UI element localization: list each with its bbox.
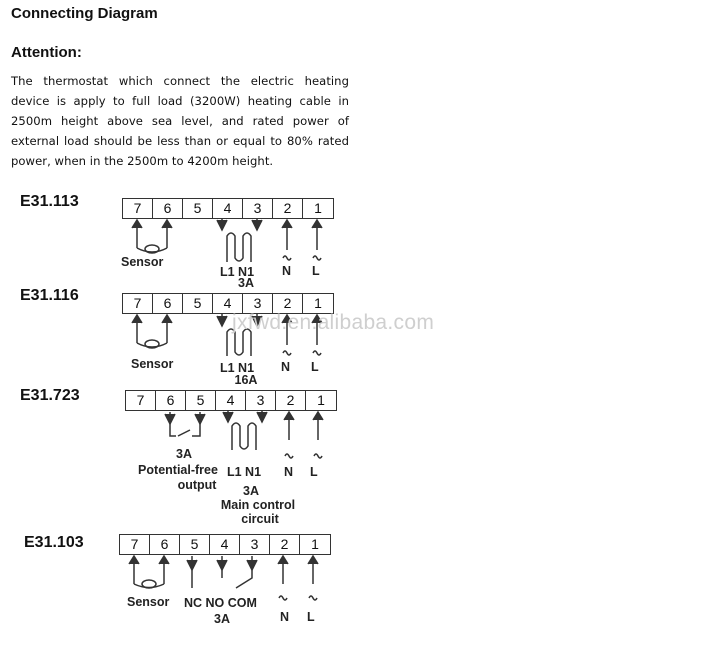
terminal-6: 6	[153, 199, 183, 218]
output-label: output	[177, 478, 217, 492]
relay-current-label: 3A	[176, 447, 192, 461]
terminal-2: 2	[273, 199, 303, 218]
terminal-6: 6	[156, 391, 186, 410]
paragraph-line: 2500m height above sea level, and rated power of	[11, 114, 349, 128]
model-label-e31-723: E31.723	[20, 387, 80, 404]
terminal-3: 3	[243, 294, 273, 313]
terminal-4: 4	[213, 294, 243, 313]
sensor-label: Sensor	[121, 255, 164, 269]
model-label-e31-113: E31.113	[20, 193, 79, 210]
neutral-label: N	[282, 264, 292, 278]
sensor-label: Sensor	[131, 357, 174, 371]
terminal-6: 6	[153, 294, 183, 313]
l1-n1-label: L1 N1	[220, 265, 255, 279]
terminal-2: 2	[276, 391, 306, 410]
paragraph-line: power, when in the 2500m to 4200m height.	[11, 154, 274, 168]
paragraph-line: The thermostat which connect the electric heating	[11, 74, 349, 88]
terminal-4: 4	[216, 391, 246, 410]
terminal-2: 2	[270, 535, 300, 554]
l1-n1-label: L1 N1	[227, 465, 262, 479]
live-label: L	[307, 610, 315, 624]
current-label: 16A	[234, 373, 258, 387]
terminal-1: 1	[311, 536, 319, 552]
terminal-7: 7	[123, 294, 153, 313]
terminal-3: 3	[243, 199, 273, 218]
sensor-label: Sensor	[127, 595, 170, 609]
watermark: jxfwd.en.alibaba.com	[232, 311, 435, 334]
live-label: L	[310, 465, 318, 479]
terminal-3: 3	[246, 391, 276, 410]
attention-heading: Attention:	[11, 44, 82, 61]
terminal-4: 4	[210, 535, 240, 554]
terminal-1: 1	[314, 295, 322, 311]
terminal-7: 7	[126, 391, 156, 410]
terminal-5: 5	[186, 391, 216, 410]
terminal-4: 4	[213, 199, 243, 218]
paragraph-line: device is apply to full load (3200W) heating cable in	[11, 94, 349, 108]
terminal-1: 1	[317, 392, 325, 408]
live-label: L	[312, 264, 320, 278]
main-control-label: Main control	[220, 498, 296, 512]
terminal-3: 3	[240, 535, 270, 554]
terminal-1: 1	[314, 200, 322, 216]
terminal-5: 5	[183, 199, 213, 218]
terminal-6: 6	[150, 535, 180, 554]
terminal-7: 7	[123, 199, 153, 218]
terminal-2: 2	[273, 294, 303, 313]
neutral-label: N	[280, 610, 290, 624]
neutral-label: N	[281, 360, 291, 374]
terminal-5: 5	[183, 294, 213, 313]
current-label: 3A	[243, 484, 259, 498]
potential-free-label: Potential-free	[138, 463, 218, 477]
model-label-e31-116: E31.116	[20, 287, 79, 304]
paragraph-line: external load should be less than or equal to 80% rated	[11, 134, 349, 148]
terminal-5: 5	[180, 535, 210, 554]
current-label: 3A	[214, 612, 230, 626]
neutral-label: N	[284, 465, 294, 479]
page-title: Connecting Diagram	[11, 5, 158, 22]
model-label-e31-103: E31.103	[24, 534, 84, 551]
live-label: L	[311, 360, 319, 374]
nc-no-com-label: NC NO COM	[184, 596, 257, 610]
terminal-7: 7	[120, 535, 150, 554]
circuit-label: circuit	[241, 512, 279, 526]
l1-n1-label: L1 N1	[220, 361, 255, 375]
current-label: 3A	[238, 276, 254, 290]
